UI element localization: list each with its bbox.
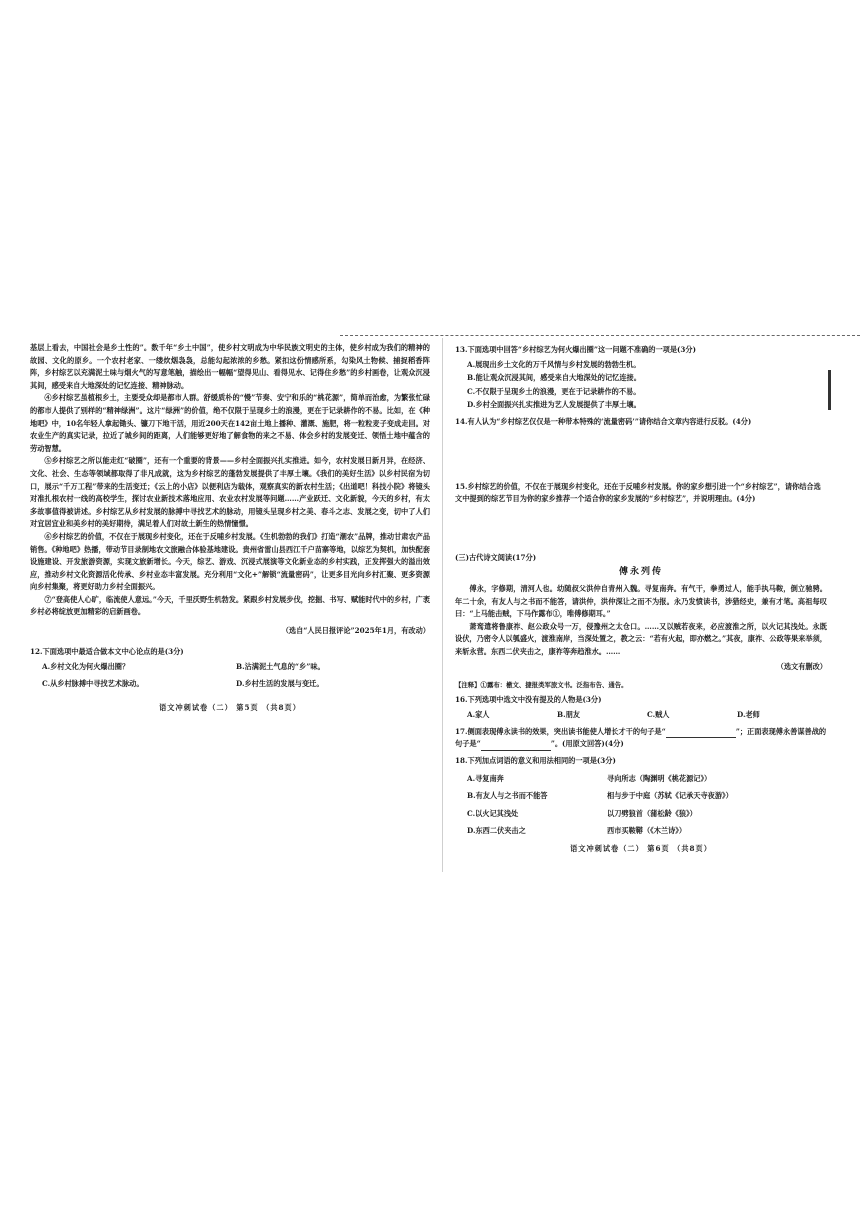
question-15: 15.乡村综艺的价值，不仅在于展现乡村变化，还在于反哺乡村发展。你的家乡想引进一个“乡村综艺”，请你结合选文中提到的综艺节目为你的家乡推荐一个适合你的家乡发展的“乡村综艺”，并说明理由。(4分): [455, 481, 821, 504]
q17-blank-2[interactable]: [481, 742, 551, 751]
page-fold: [442, 338, 443, 872]
q18-a-right: 寻向所志（陶渊明《桃花源记》）: [607, 773, 712, 783]
classical-source: （选文有删改）: [776, 661, 827, 671]
classical-paragraph-2: 萧鸾遣将鲁康祚、赵公政众号一万，侵豫州之太仓口。……又以贼若夜来，必应渡淮之所，以火记其浅处。永既设伏，乃密令人以瓠盛火，渡淮南岸，当深处置之，教之云：“若有火起，即亦燃之。”其夜，康祚、公政等果来举须，来斩永营。东西二伏夹击之，康祚等奔趋淮水。……: [455, 621, 827, 656]
q13-option-a: A.展现出乡土文化的万千风情与乡村发展的勃勃生机。: [467, 359, 641, 369]
exam-sheet: [30, 330, 830, 878]
q18-c-left: C.以火记其浅处: [467, 808, 519, 818]
paragraph-7: ⑦“登高使人心旷，临流使人意远。”今天，千里沃野生机勃发。紧跟乡村发展步伐，挖掘、书写、赋能时代中的乡村，广袤乡村必将绽放更加精彩的启新画卷。: [30, 594, 431, 617]
q16-option-a: A.家人: [467, 710, 490, 720]
q18-option-d: [455, 825, 827, 838]
q18-a-left: A.寻复南奔: [467, 773, 504, 783]
question-16-options: [455, 709, 827, 722]
q16-option-d: D.老师: [737, 710, 760, 720]
q12-option-c: C.从乡村脉搏中寻找艺术脉动。: [42, 678, 144, 688]
paragraph-6: ⑥乡村综艺的价值，不仅在于展现乡村变化，还在于反哺乡村发展。《生机勃勃的我们》打造“潮农”品牌，推动甘肃农产品销售。《种地吧》热播，带动节目录制地农文旅融合体验基地建设。贵州省雷山县西江千户苗寨等地，以综艺为契机，加快配套设施建设、开发旅游资源，实现文旅新增长。今天，综艺、游戏、沉浸式展演等文化新业态的乡村实践，正发挥强大的溢出效应，推动乡村文化资源活化传承、乡村业态丰富发展。充分利用“文化+”解锁“流量密码”，让更多目光向乡村汇聚、更多资源向乡村集聚，将更好助力乡村全面振兴。: [30, 531, 431, 592]
annotation-note: 【注释】①露布：檄文、捷报类军旅文书。泛指布告、通告。: [455, 681, 628, 690]
question-16: 16.下列选项中选文中没有提及的人物是(3分): [455, 694, 602, 704]
paragraph-5: ⑤乡村综艺之所以能走红“破圈”，还有一个重要的背景——乡村全面振兴扎实推进。如今，农村发展日新月异，在经济、文化、社会、生态等领域都取得了非凡成就，这为乡村综艺的蓬勃发展提供了丰厚土壤。《我们的美好生活》以乡村民宿为切口，展示“千万工程”带来的生活变迁；《云上的小店》以便利店为载体，观察真实的新农村生活；《出道吧！科技小院》将镜头对准扎根农村一线的高校学生，探讨农业新技术落地应用、农业农村发展等问题……产业跃迁、文化新貌，今天的乡村，有太多故事值得被讲述。乡村综艺从乡村发展的脉搏中寻找艺术的脉动，用镜头呈现乡村之美、春斗之志、发展之变，切中了人们对宜居宜业和美乡村的美好期待，满足着人们对故土新生的热情憧憬。: [30, 456, 430, 529]
answer-space-14: [455, 431, 827, 479]
q18-c-right: 以刀劈狼首（蒲松龄《狼》）: [607, 808, 697, 818]
q17-blank-1[interactable]: [666, 729, 736, 738]
question-17: [455, 726, 827, 751]
question-12-options: [30, 661, 430, 690]
paragraph-4: ④乡村综艺虽植根乡土，主要受众却是都市人群。舒缓质朴的“慢”节奏、安宁和乐的“桃花源”，简单而治愈，为繁张忙碌的都市人提供了别样的“精神绿洲”。这片“绿洲”的价值，绝不仅限于呈现乡土的浪漫，更在于记录耕作的不易。比如，在《种地吧》中，10名年轻人拿起锄头、镰刀下地干活，用近200天在142亩土地上播种、灌溉、施肥，将一粒粒麦子变成走回。对农业生产的真实记录，拉近了城乡间的距离，人们能够更好地了解食物的来之不易、体会乡村的发展变迁、领悟土地中蕴含的劳动智慧。: [30, 393, 430, 453]
article-source: （选自“人民日报评论”2025年1月，有改动）: [281, 626, 430, 636]
page-5: [30, 342, 430, 715]
q18-option-c: [455, 808, 827, 821]
answer-space-15: [455, 508, 827, 542]
question-13: 13.下面选项中回答“乡村综艺为何火爆出圈”这一问题不准确的一项是(3分): [455, 345, 697, 354]
q17-text-b: ”；正面表现傅永善谋善战的句子是“: [455, 726, 827, 749]
classical-paragraph-1: 傅永，字修期，清河人也。幼随叔父洪仲自青州入魏。寻复南奔。有气干，拳勇过人，能手执马鞍，倒立驰骋。年二十余，有友人与之书而不能答，请洪仲，洪仲深让之而不为报。永乃发愤读书，涉猎经史，兼有才笔。高祖每叹曰：“上马能击贼，下马作露布①，唯傅修期耳。”: [455, 583, 827, 619]
top-edge-line: [340, 335, 860, 336]
q13-option-d: D.乡村全面振兴扎实推进为艺人发展提供了丰厚土壤。: [467, 400, 641, 410]
question-12: 12.下面选项中最适合做本文中心论点的是(3分): [30, 646, 184, 656]
scan-edge-mark: [828, 370, 831, 410]
q18-option-a: [455, 773, 827, 786]
page-6: [455, 342, 827, 856]
question-14: 14.有人认为“乡村综艺仅仅是一种带本特殊的‘流量密码’”请你结合文章内容进行反驳。(4分): [455, 416, 752, 426]
page-6-footer: 语文冲刺试卷（二） 第6页 （共8页）: [570, 844, 712, 854]
q13-option-c: C.不仅限于呈现乡土的浪漫，更在于记录耕作的不易。: [467, 386, 641, 396]
section-3-heading: (三)古代诗文阅读(17分): [455, 552, 537, 562]
q13-option-b: B.能让观众沉浸其间，感受来自大地深处的记忆连接。: [467, 373, 641, 383]
q12-option-d: D.乡村生活的发展与变迁。: [236, 678, 324, 688]
q18-b-right: 相与步于中庭（苏轼《记承天寺夜游》）: [607, 791, 733, 801]
q18-option-b: [455, 790, 827, 803]
q17-text-c: ”。(用原文回答)(4分): [550, 739, 624, 749]
classical-text-title: 傅永列传: [618, 567, 663, 578]
q12-option-a: A.乡村文化为何火爆出圈？: [42, 662, 130, 672]
q12-option-b: B.沾满泥土气息的“乡”味。: [236, 662, 325, 672]
paragraph-3: 基层上看去，中国社会是乡土性的”。数千年“乡土中国”，使乡村文明成为中华民族文明史的主体，使乡村成为我们的精神的故园、文化的原乡。一个农村老家、一缕炊烟袅袅，总能勾起浓浓的乡愁。紧扣这份情感所系，勾染风土物候、捕捉稻香阵阵，乡村综艺以充满泥土味与烟火气的写意笔触，描绘出一幅幅“望得见山、看得见水、记得住乡愁”的乡村画卷，让观众沉浸其间，感受来自大地深处的记忆连接、精神脉动。: [30, 343, 430, 390]
page-5-footer: 语文冲刺试卷（二） 第5页 （共8页）: [159, 703, 301, 713]
question-18: 18.下列加点词语的意义和用法相同的一项是(3分): [455, 756, 616, 766]
q17-text-a: 17.侧面表现傅永读书的效果，突出读书能使人增长才干的句子是“: [455, 726, 666, 736]
q18-d-right: 西市买鞍鞯（《木兰诗》）: [607, 826, 687, 836]
q18-b-left: B.有友人与之书而不能答: [467, 791, 548, 801]
q16-option-c: C.贼人: [647, 710, 670, 720]
q16-option-b: B.朋友: [557, 710, 580, 720]
q18-d-left: D.东西二伏夹击之: [467, 826, 526, 836]
